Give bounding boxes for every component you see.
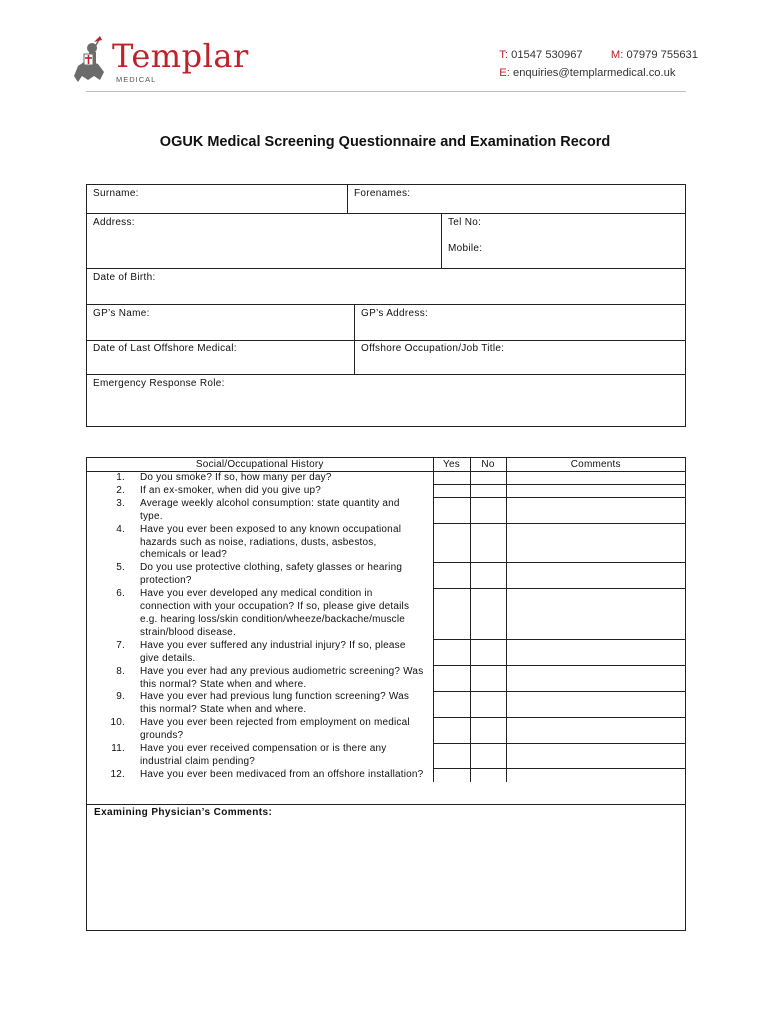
question-cell [87,498,433,524]
question-row [87,691,685,717]
comments-cell[interactable] [506,717,685,743]
comments-cell[interactable] [506,640,685,666]
page-title: OGUK Medical Screening Questionnaire and Examination Record [159,134,611,150]
tel-label: T: [499,49,508,61]
comments-cell[interactable] [506,498,685,524]
comments-cell[interactable] [506,588,685,640]
question-number: 3. [116,497,125,509]
letterhead [0,0,770,92]
question-row [87,588,685,640]
comments-cell[interactable] [506,666,685,692]
emergency-role-field[interactable]: Emergency Response Role: [93,378,225,389]
yes-answer-cell[interactable] [433,472,470,485]
mobile-number: 07979 755631 [626,49,698,61]
question-row [87,743,685,769]
question-text: Have you ever been rejected from employment on medical grounds? [140,717,410,742]
yes-answer-cell[interactable] [433,666,470,692]
question-number: 9. [116,691,125,703]
question-cell [87,472,433,485]
comments-cell[interactable] [506,524,685,563]
yes-answer-cell[interactable] [433,524,470,563]
yes-answer-cell[interactable] [433,562,470,588]
no-answer-cell[interactable] [470,666,506,692]
knight-icon [70,36,114,84]
yes-answer-cell[interactable] [433,588,470,640]
question-number: 7. [116,639,125,651]
yes-column-header: Yes [433,458,470,472]
question-cell [87,666,433,692]
logo-subtitle: MEDICAL [116,75,157,84]
comments-column-header: Comments [506,458,685,472]
examining-physician-comments[interactable]: Examining Physician’s Comments: [87,804,685,818]
question-text: Have you ever been medivaced from an offshore installation? [140,768,424,780]
occupation-field[interactable]: Offshore Occupation/Job Title: [361,343,505,354]
mobile-label: M: [610,49,624,61]
yes-answer-cell[interactable] [433,691,470,717]
question-text: Average weekly alcohol consumption: state quantity and type. [140,497,400,522]
question-text: Do you use protective clothing, safety glasses or hearing protection? [140,562,403,587]
question-row [87,666,685,692]
yes-answer-cell[interactable] [433,485,470,498]
question-table [87,458,685,782]
email-address[interactable]: enquiries@templarmedical.co.uk [512,67,676,79]
question-text: Have you ever suffered any industrial injury? If so, please give details. [140,639,406,664]
dob-field[interactable]: Date of Birth: [93,272,156,283]
logo-wordmark: Templar [112,37,249,75]
question-number: 1. [116,472,125,483]
comments-cell[interactable] [506,691,685,717]
question-row [87,472,685,485]
tel-number: 01547 530967 [511,49,583,61]
question-text: Have you ever had previous lung function screening? Was this normal? State when and where. [140,691,410,716]
forenames-field[interactable]: Forenames: [354,188,411,199]
no-answer-cell[interactable] [470,588,506,640]
question-number: 2. [116,484,125,496]
mobile-field[interactable]: Mobile: [448,243,483,254]
no-answer-cell[interactable] [470,769,506,782]
question-cell [87,588,433,640]
comments-cell[interactable] [506,472,685,485]
question-cell [87,562,433,588]
question-number: 12. [110,768,125,780]
yes-answer-cell[interactable] [433,743,470,769]
question-cell [87,743,433,769]
question-row [87,562,685,588]
comments-cell[interactable] [506,562,685,588]
no-answer-cell[interactable] [470,743,506,769]
no-answer-cell[interactable] [470,498,506,524]
question-number: 10. [110,717,125,729]
question-text: Have you ever been exposed to any known occupational hazards such as noise, radiations, dusts, asbestos, chemicals or lead? [140,523,402,561]
question-number: 8. [116,665,125,677]
question-cell [87,640,433,666]
question-number: 11. [111,743,125,755]
question-row [87,640,685,666]
yes-answer-cell[interactable] [433,498,470,524]
question-row [87,769,685,782]
question-row [87,498,685,524]
header-divider [86,91,686,92]
question-cell [87,769,433,782]
question-row [87,524,685,563]
last-medical-field[interactable]: Date of Last Offshore Medical: [93,343,237,354]
no-answer-cell[interactable] [470,717,506,743]
comments-cell[interactable] [506,743,685,769]
yes-answer-cell[interactable] [433,640,470,666]
question-text: If an ex-smoker, when did you give up? [140,484,322,496]
question-cell [87,717,433,743]
no-answer-cell[interactable] [470,524,506,563]
question-number: 6. [116,588,125,600]
question-cell [87,524,433,563]
question-cell [87,485,433,498]
templar-logo [70,36,270,86]
no-answer-cell[interactable] [470,691,506,717]
no-column-header: No [470,458,506,472]
gp-address-field[interactable]: GP’s Address: [361,308,429,319]
yes-answer-cell[interactable] [433,769,470,782]
comments-cell[interactable] [506,485,685,498]
question-row [87,717,685,743]
question-row [87,485,685,498]
tel-field[interactable]: Tel No: [448,217,482,228]
email-label: E: [499,67,510,79]
history-heading: Social/Occupational History [87,458,433,472]
question-text: Have you ever developed any medical condition in connection with your occupation? If so, please give details e.g. hearing loss/skin condition/wheeze/backache/muscle strain/blood disease. [140,588,410,638]
question-text: Do you smoke? If so, how many per day? [140,472,332,483]
history-table [86,457,686,931]
surname-field[interactable]: Surname: [93,188,139,199]
gp-name-field[interactable]: GP’s Name: [93,308,150,319]
comments-cell[interactable] [506,769,685,782]
no-answer-cell[interactable] [470,562,506,588]
contact-details [499,46,698,82]
address-field[interactable]: Address: [93,217,135,228]
question-cell [87,691,433,717]
question-number: 4. [116,523,125,535]
question-number: 5. [116,562,125,574]
yes-answer-cell[interactable] [433,717,470,743]
personal-details-table [86,184,686,427]
no-answer-cell[interactable] [470,640,506,666]
no-answer-cell[interactable] [470,472,506,485]
question-text: Have you ever had any previous audiometric screening? Was this normal? State when and where. [140,665,424,690]
question-text: Have you ever received compensation or is there any industrial claim pending? [140,743,387,767]
no-answer-cell[interactable] [470,485,506,498]
